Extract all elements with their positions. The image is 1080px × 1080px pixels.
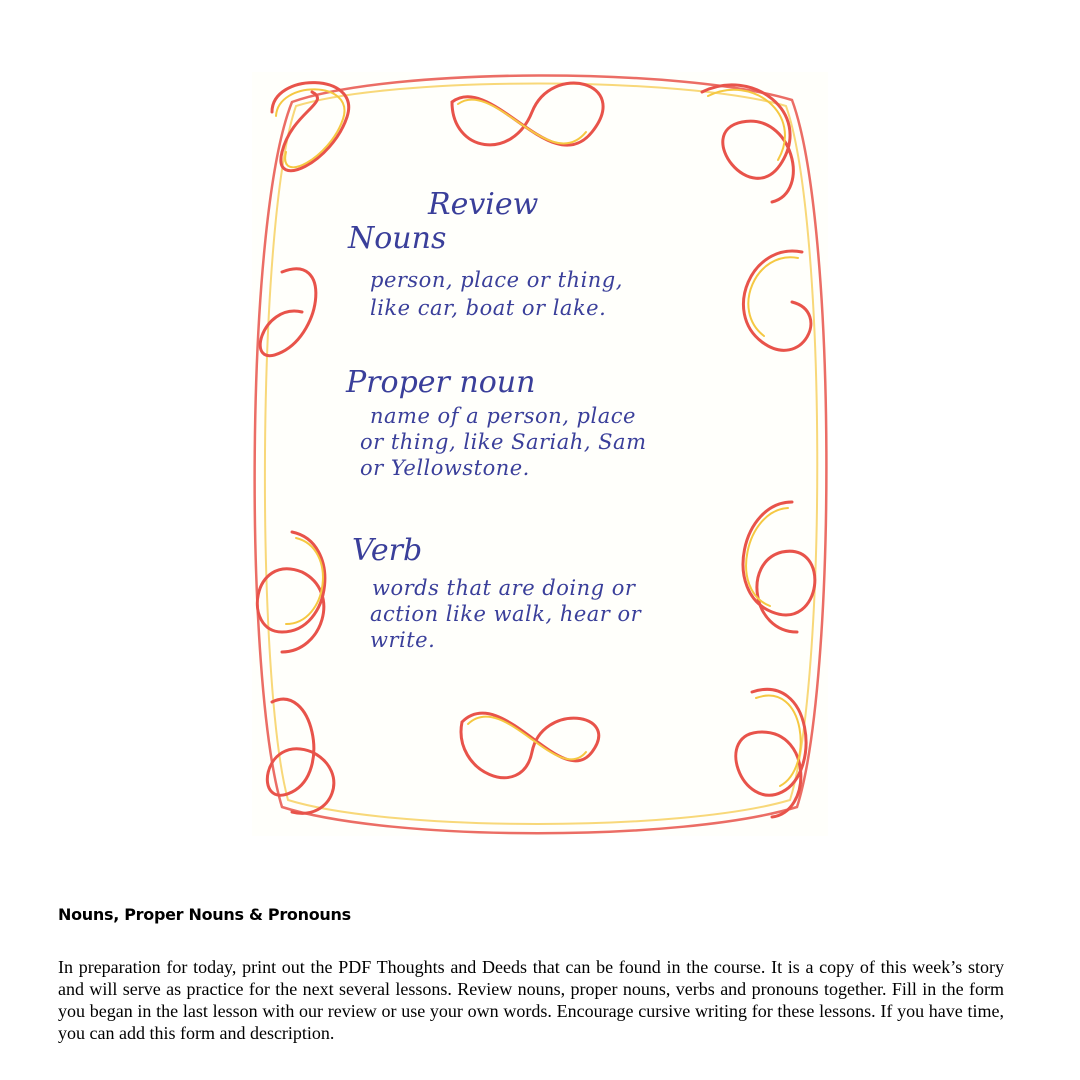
decorative-loop-border — [252, 72, 828, 836]
proper-noun-line: or Yellowstone. — [360, 456, 530, 480]
verb-line: words that are doing or — [372, 576, 636, 600]
loop-bottom-right — [736, 689, 806, 817]
review-card-illustration — [252, 72, 828, 836]
verb-line: write. — [370, 628, 436, 652]
proper-noun-heading: Proper noun — [346, 365, 536, 400]
nouns-line: like car, boat or lake. — [370, 296, 607, 320]
loop-top-center — [452, 83, 603, 145]
loop-bottom-left — [267, 699, 333, 813]
document-paragraph: In preparation for today, print out the PDF Thoughts and Deeds that can be found in the course. It is a copy of this week’s story and will serve as practice for the next several lessons. Review nouns, proper nouns, verbs and pronouns together. Fill in the form you began in the last lesson with our review or use your own words. Encourage cursive writing for these lessons. If you have time, you can add this form and description. — [58, 957, 1004, 1043]
nouns-line: person, place or thing, — [370, 268, 623, 292]
loop-top-right — [702, 85, 793, 202]
border-ribbon — [255, 75, 827, 833]
review-title: Review — [428, 187, 539, 222]
verb-line: action like walk, hear or — [370, 602, 642, 626]
verb-heading: Verb — [352, 533, 423, 568]
loop-bottom-center — [461, 713, 599, 778]
nouns-heading: Nouns — [348, 221, 447, 256]
document-heading: Nouns, Proper Nouns & Pronouns — [58, 905, 351, 924]
proper-noun-line: or thing, like Sariah, Sam — [360, 430, 647, 454]
loop-right-lower — [743, 502, 815, 632]
loop-right-upper — [743, 251, 810, 350]
proper-noun-line: name of a person, place — [370, 404, 636, 428]
